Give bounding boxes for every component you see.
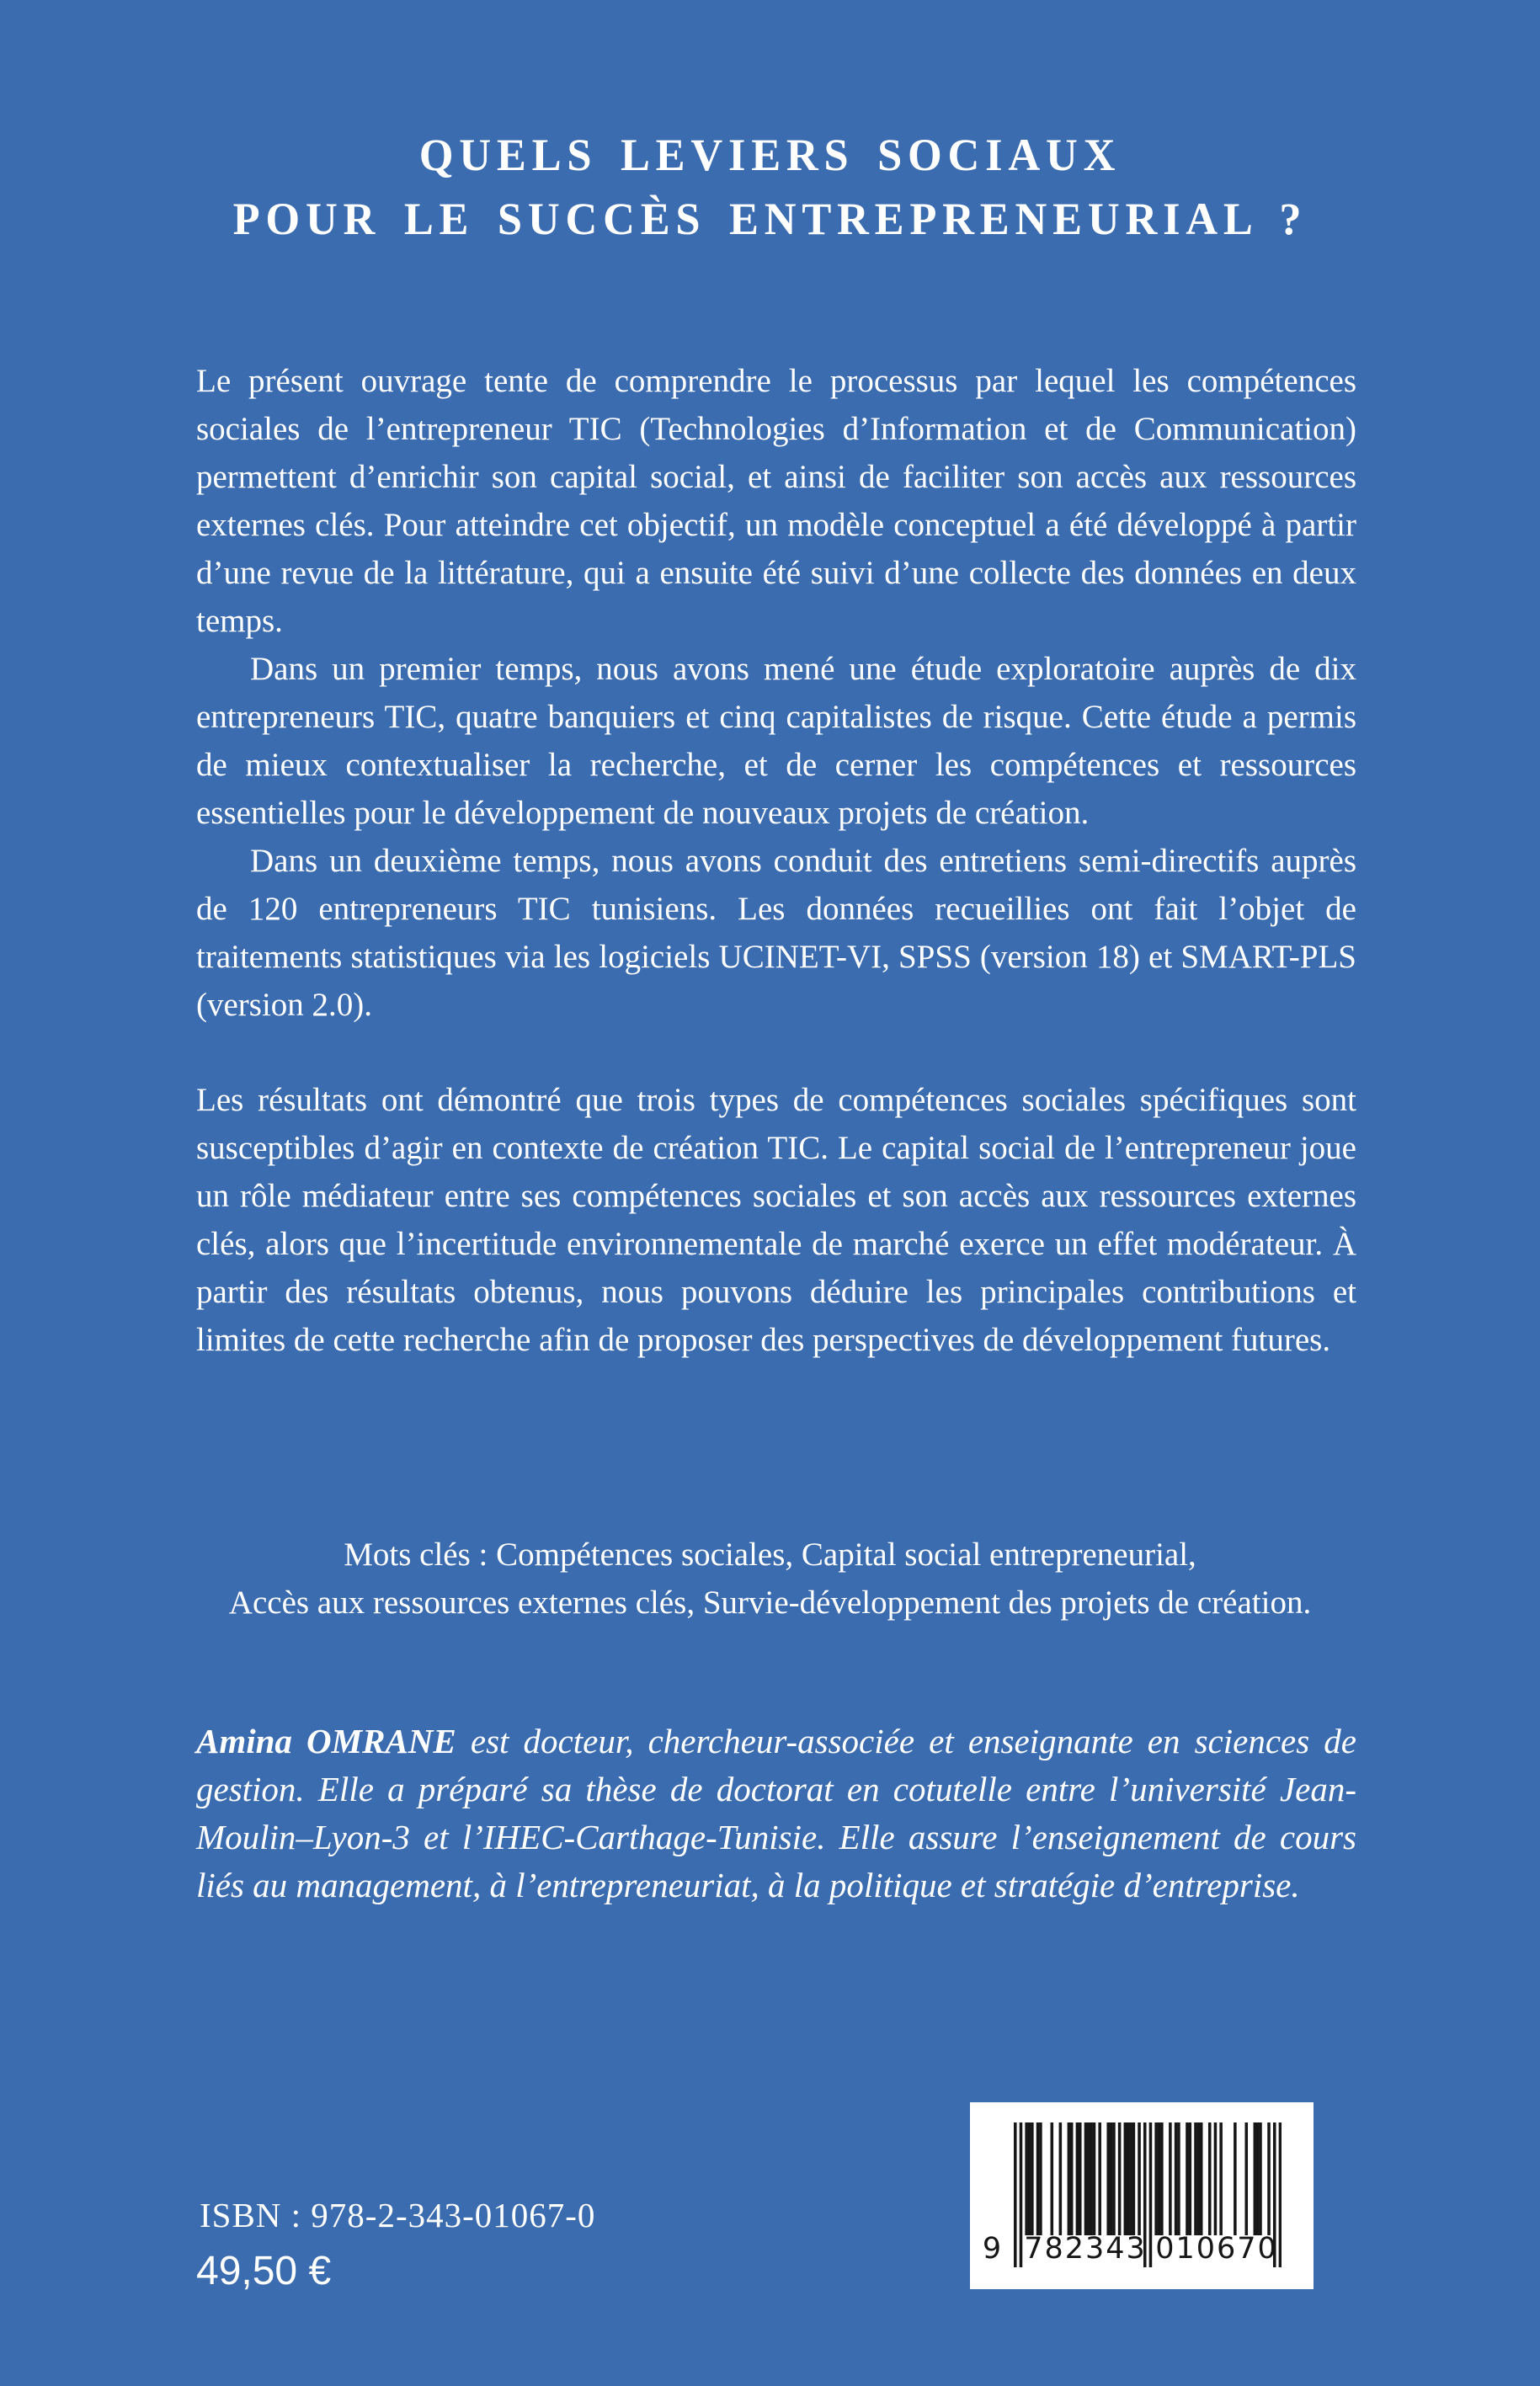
abstract-paragraph-1: Le présent ouvrage tente de comprendre le processus par lequel les compétences sociales de l’entrepreneur TIC (Technologies d’Information et de Communication) permettent d’enrichir son capital social, et ainsi de faciliter son accès aux ressources externes clés. Pour atteindre cet objectif, un modèle conceptuel a été développé à partir d’une revue de la littérature, qui a ensuite été suivi d’une collecte des données en deux temps. xyxy=(196,363,1356,639)
barcode xyxy=(970,2102,1314,2289)
abstract-paragraph-4: Les résultats ont démontré que trois types de compétences sociales spécifiques sont susceptibles d’agir en contexte de création TIC. Le capital social de l’entrepreneur joue un rôle médiateur entre ses compétences sociales et son accès aux ressources externes clés, alors que l’incertitude environnementale de marché exerce un effet modérateur. À partir des résultats obtenus, nous pouvons déduire les principales contributions et limites de cette recherche afin de proposer des perspectives de développement futures. xyxy=(196,1082,1356,1358)
author-bio-text: est docteur, chercheur-associée et enseignante en sciences de gestion. Elle a préparé sa thèse de doctorat en cotutelle entre l’université Jean-Moulin–Lyon-3 et l’IHEC-Carthage-Tunisie. Elle assure l’enseignement de cours liés au management, à l’entrepreneuriat, à la politique et stratégie d’entreprise. xyxy=(196,1722,1356,1904)
isbn-label: ISBN : 978-2-343-01067-0 xyxy=(200,2196,596,2234)
author-name: Amina OMRANE xyxy=(196,1722,456,1760)
barcode-first-digit: 9 xyxy=(982,2232,1004,2266)
abstract-paragraph-2: Dans un premier temps, nous avons mené une étude exploratoire auprès de dix entrepreneurs TIC, quatre banquiers et cinq capitalistes de risque. Cette étude a permis de mieux contextualiser la recherche, et de cerner les compétences et ressources essentielles pour le développement de nouveaux projets de création. xyxy=(196,651,1356,831)
price-label: 49,50 € xyxy=(196,2249,332,2293)
author-bio xyxy=(196,1718,1356,1909)
title-line-1: QUELS LEVIERS SOCIAUX xyxy=(418,130,1122,180)
barcode-digit-group-2: 010670 xyxy=(1155,2232,1278,2266)
abstract xyxy=(196,357,1356,1364)
keywords-line-1: Mots clés : Compétences sociales, Capital social entrepreneurial, xyxy=(344,1537,1196,1573)
title-line-2: POUR LE SUCCÈS ENTREPRENEURIAL ? xyxy=(232,194,1308,244)
book-title xyxy=(0,123,1540,251)
barcode-digit-group-1: 782343 xyxy=(1024,2232,1147,2266)
abstract-paragraph-3: Dans un deuxième temps, nous avons conduit des entretiens semi-directifs auprès de 120 entrepreneurs TIC tunisiens. Les données recueillies ont fait l’objet de traitements statistiques via les logiciels UCINET-VI, SPSS (version 18) et SMART-PLS (version 2.0). xyxy=(196,843,1356,1023)
keywords-line-2: Accès aux ressources externes clés, Survie-développement des projets de création. xyxy=(228,1584,1312,1621)
keywords-block xyxy=(0,1531,1540,1627)
